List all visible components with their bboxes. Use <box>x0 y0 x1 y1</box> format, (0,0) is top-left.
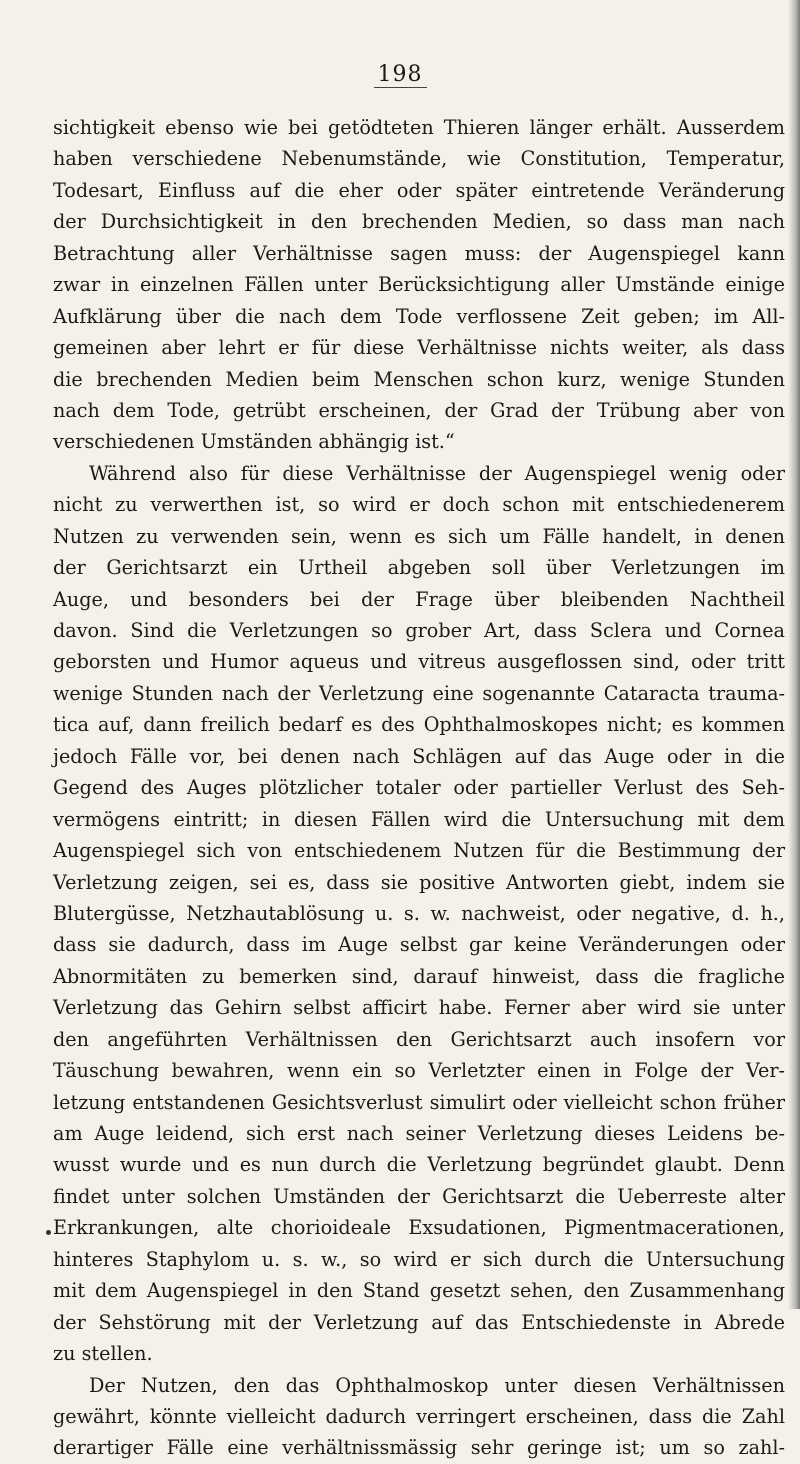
text-line: Nutzen zu verwenden sein, wenn es sich um Fälle handelt, in denen <box>53 524 785 548</box>
text-line: Gegend des Auges plötzlicher totaler oder partieller Verlust des Seh- <box>53 776 785 800</box>
text-line: Erkrankungen, alte chorioideale Exsudationen, Pigmentmacerationen, <box>53 1216 785 1240</box>
text-line: der Sehstörung mit der Verletzung auf das Entschiedenste in Abrede <box>53 1310 785 1334</box>
text-line: letzung entstandenen Gesichtsverlust simulirt oder vielleicht schon früher <box>53 1090 785 1114</box>
text-line: geborsten und Humor aqueus und vitreus ausgeflossen sind, oder tritt <box>53 650 785 674</box>
text-line: Täuschung bewahren, wenn ein so Verletzter einen in Folge der Ver- <box>53 1059 785 1083</box>
text-line: hinteres Staphylom u. s. w., so wird er sich durch die Untersuchung <box>53 1247 785 1271</box>
text-line: jedoch Fälle vor, bei denen nach Schlägen auf das Auge oder in die <box>53 744 785 768</box>
text-line: nach dem Tode, getrübt erscheinen, der Grad der Trübung aber von <box>53 398 785 422</box>
text-line: Verletzung das Gehirn selbst afficirt habe. Ferner aber wird sie unter <box>53 996 785 1020</box>
text-line: der Durchsichtigkeit in den brechenden Medien, so dass man nach <box>53 210 785 234</box>
text-line: gemeinen aber lehrt er für diese Verhältnisse nichts weiter, als dass <box>53 336 785 360</box>
text-line: die brechenden Medien beim Menschen schon kurz, wenige Stunden <box>53 367 785 391</box>
text-line: Augenspiegel sich von entschiedenem Nutzen für die Bestimmung der <box>53 839 785 863</box>
text-line: haben verschiedene Nebenumstände, wie Constitution, Temperatur, <box>53 147 785 171</box>
text-line: dass sie dadurch, dass im Auge selbst gar keine Veränderungen oder <box>53 933 785 957</box>
text-line: Auge, und besonders bei der Frage über bleibenden Nachtheil <box>53 587 785 611</box>
page-number <box>0 62 800 87</box>
text-line: zu stellen. <box>53 1342 153 1366</box>
text-line: verschiedenen Umständen abhängig ist.“ <box>53 430 455 454</box>
text-line: davon. Sind die Verletzungen so grober Art, dass Sclera und Cornea <box>53 619 785 642</box>
text-line: mit dem Augenspiegel in den Stand gesetzt sehen, den Zusammenhang <box>53 1279 785 1303</box>
text-line: derartiger Fälle eine verhältnissmässig sehr geringe ist; um so zahl- <box>53 1436 785 1460</box>
text-line: sichtigkeit ebenso wie bei getödteten Thieren länger erhält. Ausserdem <box>53 116 785 139</box>
text-line: Verletzung zeigen, sei es, dass sie positive Antworten giebt, indem sie <box>53 870 785 894</box>
text-line: Der Nutzen, den das Ophthalmoskop unter diesen Verhältnissen <box>89 1373 785 1397</box>
text-line: zwar in einzelnen Fällen unter Berücksichtigung aller Umstände einige <box>53 273 785 297</box>
text-line: vermögens eintritt; in diesen Fällen wird die Untersuchung mit dem <box>53 807 785 831</box>
text-line: Blutergüsse, Netzhautablösung u. s. w. nachweist, oder negative, d. h., <box>53 901 785 925</box>
text-line: Abnormitäten zu bemerken sind, darauf hinweist, dass die fragliche <box>53 964 785 988</box>
page-number-text: 198 <box>374 62 427 88</box>
text-line: nicht zu verwerthen ist, so wird er doch schon mit entschiedenerem <box>53 493 785 517</box>
body-text <box>53 112 785 1464</box>
text-line: Betrachtung aller Verhältnisse sagen muss: der Augenspiegel kann <box>53 241 785 265</box>
text-line: wusst wurde und es nun durch die Verletzung begründet glaubt. Denn <box>53 1153 785 1177</box>
text-line: Todesart, Einfluss auf die eher oder später eintretende Veränderung <box>53 178 785 202</box>
margin-mark <box>46 1230 51 1235</box>
text-line: am Auge leidend, sich erst nach seiner Verletzung dieses Leidens be- <box>53 1122 785 1145</box>
text-line: Während also für diese Verhältnisse der Augenspiegel wenig oder <box>89 461 785 485</box>
text-line: findet unter solchen Umständen der Gerichtsarzt die Ueberreste alter <box>53 1184 785 1208</box>
text-line: den angeführten Verhältnissen den Gerichtsarzt auch insofern vor <box>53 1027 785 1051</box>
page-edge-shadow <box>788 0 800 1309</box>
text-line: tica auf, dann freilich bedarf es des Ophthalmoskopes nicht; es kommen <box>53 713 785 737</box>
text-line: gewährt, könnte vielleicht dadurch verringert erscheinen, dass die Zahl <box>53 1404 785 1428</box>
text-line: der Gerichtsarzt ein Urtheil abgeben soll über Verletzungen im <box>53 556 785 580</box>
text-line: wenige Stunden nach der Verletzung eine sogenannte Cataracta trauma- <box>53 681 785 705</box>
text-line: Aufklärung über die nach dem Tode verflossene Zeit geben; im All- <box>53 304 785 328</box>
